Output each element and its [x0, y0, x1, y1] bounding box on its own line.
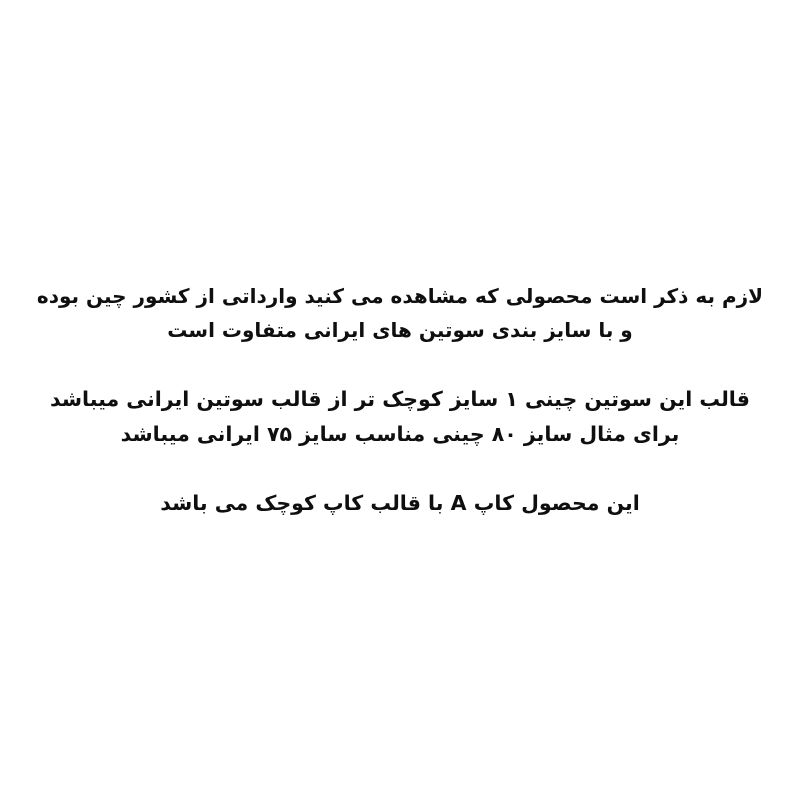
- paragraph-line: قالب این سوتین چینی ۱ سایز کوچک تر از قالب سوتین ایرانی میباشد: [50, 386, 750, 411]
- paragraph-line: برای مثال سایز ۸۰ چینی مناسب سایز ۷۵ ایرانی میباشد: [120, 421, 680, 446]
- paragraph-line: این محصول کاپ A با قالب کاپ کوچک می باشد: [160, 491, 640, 516]
- paragraph-sizing-notice: [20, 382, 780, 453]
- notice-text-block: [20, 279, 780, 522]
- paragraph-line: و با سایز بندی سوتین های ایرانی متفاوت است: [167, 318, 633, 343]
- paragraph-import-notice: [20, 279, 780, 348]
- paragraph-cup-notice: [20, 486, 780, 521]
- paragraph-line: لازم به ذکر است محصولی که مشاهده می کنید وارداتی از کشور چین بوده: [36, 283, 764, 308]
